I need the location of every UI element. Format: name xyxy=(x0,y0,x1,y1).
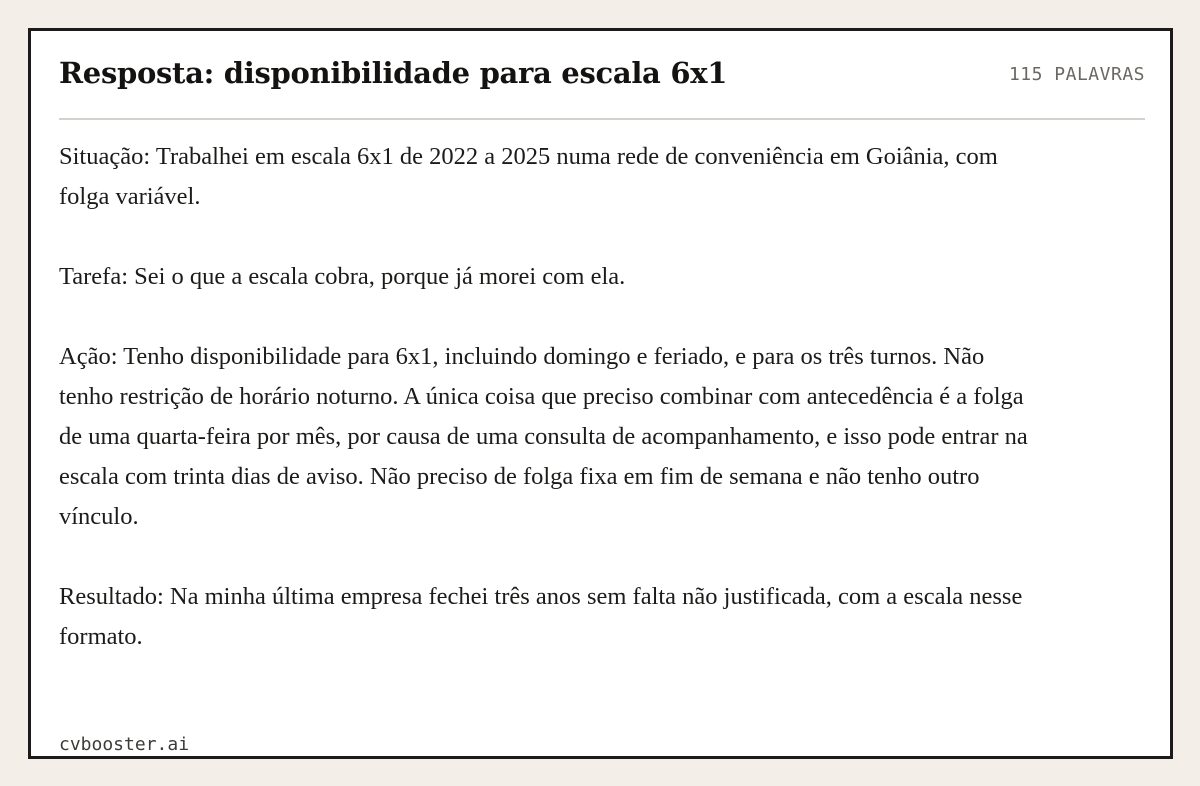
page-title: Resposta: disponibilidade para escala 6x1 xyxy=(59,56,728,90)
answer-card xyxy=(28,28,1173,759)
paragraph-resultado: Resultado: Na minha última empresa fechei três anos sem falta não justificada, com a escala nesse formato. xyxy=(59,583,1023,650)
brand-footer: cvbooster.ai xyxy=(59,734,190,755)
card-header xyxy=(59,31,1145,120)
answer-body xyxy=(59,137,1034,657)
paragraph-situacao: Situação: Trabalhei em escala 6x1 de 2022 a 2025 numa rede de conveniência em Goiânia, com folga variável. xyxy=(59,143,998,210)
word-count-label: 115 PALAVRAS xyxy=(1008,64,1145,85)
paragraph-acao: Ação: Tenho disponibilidade para 6x1, incluindo domingo e feriado, e para os três turnos. Não tenho restrição de horário noturno. A única coisa que preciso combinar com antecedência é a folga de uma quarta-feira por mês, por causa de uma consulta de acompanhamento, e isso pode entrar na escala com trinta dias de aviso. Não preciso de folga fixa em fim de semana e não tenho outro vínculo. xyxy=(59,343,1028,530)
paragraph-tarefa: Tarefa: Sei o que a escala cobra, porque já morei com ela. xyxy=(59,263,626,290)
